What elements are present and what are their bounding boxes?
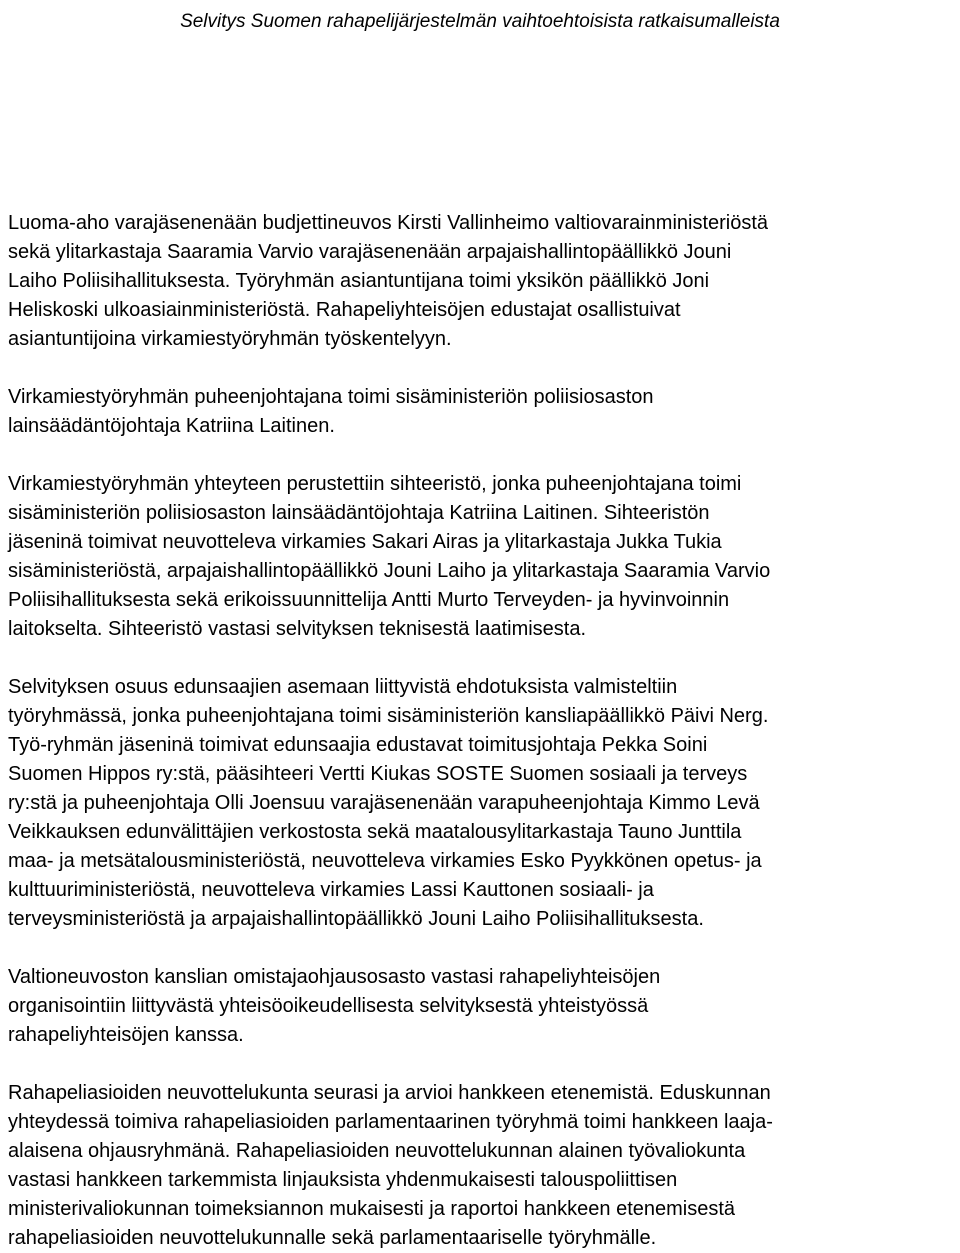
text-line: asiantuntijoina virkamiestyöryhmän työskentelyyn. — [8, 328, 452, 350]
text-line: Rahapeliasioiden neuvottelukunta seurasi ja arvioi hankkeen etenemistä. Eduskunnan — [8, 1082, 771, 1104]
text-line: Virkamiestyöryhmän puheenjohtajana toimi sisäministeriön poliisiosaston — [8, 386, 654, 408]
text-line: lainsäädäntöjohtaja Katriina Laitinen. — [8, 415, 335, 437]
text-line: ministerivaliokunnan toimeksiannon mukaisesti ja raportoi hankkeen etenemisestä — [8, 1198, 736, 1220]
text-line: vastasi hankkeen tarkemmista linjauksista yhdenmukaisesti talouspoliittisen — [8, 1169, 678, 1191]
running-header: Selvitys Suomen rahapelijärjestelmän vaihtoehtoisista ratkaisumalleista — [180, 11, 780, 32]
paragraph — [8, 1079, 953, 1253]
text-line: Työ-ryhmän jäseninä toimivat edunsaajia edustavat toimitusjohtaja Pekka Soini — [8, 734, 708, 756]
text-line: Luoma-aho varajäsenenään budjettineuvos Kirsti Vallinheimo valtiovarainministeriöstä — [8, 212, 769, 234]
text-line: kulttuuriministeriöstä, neuvotteleva virkamies Lassi Kauttonen sosiaali- ja — [8, 879, 654, 901]
text-line: työryhmässä, jonka puheenjohtajana toimi sisäministeriön kansliapäällikkö Päivi Nerg. — [8, 705, 769, 727]
text-line: ry:stä ja puheenjohtaja Olli Joensuu varajäsenenään varapuheenjohtaja Kimmo Levä — [8, 792, 760, 814]
paragraph — [8, 673, 953, 934]
text-line: Veikkauksen edunvälittäjien verkostosta sekä maatalousylitarkastaja Tauno Junttila — [8, 821, 742, 843]
paragraph — [8, 470, 953, 644]
text-line: rahapeliasioiden neuvottelukunnalle sekä parlamentaariselle työryhmälle. — [8, 1227, 657, 1249]
text-line: Poliisihallituksesta sekä erikoissuunnittelija Antti Murto Terveyden- ja hyvinvoinnin — [8, 589, 730, 611]
text-line: sisäministeriön poliisiosaston lainsäädäntöjohtaja Katriina Laitinen. Sihteeristön — [8, 502, 710, 524]
paragraph — [8, 383, 953, 441]
text-line: rahapeliyhteisöjen kanssa. — [8, 1024, 244, 1046]
text-line: laitokselta. Sihteeristö vastasi selvityksen teknisestä laatimisesta. — [8, 618, 587, 640]
text-line: Selvityksen osuus edunsaajien asemaan liittyvistä ehdotuksista valmisteltiin — [8, 676, 678, 698]
text-line: terveysministeriöstä ja arpajaishallintopäällikkö Jouni Laiho Poliisihallituksesta. — [8, 908, 704, 930]
text-line: Suomen Hippos ry:stä, pääsihteeri Vertti Kiukas SOSTE Suomen sosiaali ja terveys — [8, 763, 748, 785]
text-line: alaisena ohjausryhmänä. Rahapeliasioiden neuvottelukunnan alainen työvaliokunta — [8, 1140, 746, 1162]
text-line: Virkamiestyöryhmän yhteyteen perustettiin sihteeristö, jonka puheenjohtajana toimi — [8, 473, 742, 495]
text-line: Laiho Poliisihallituksesta. Työryhmän asiantuntijana toimi yksikön päällikkö Joni — [8, 270, 710, 292]
text-line: yhteydessä toimiva rahapeliasioiden parlamentaarinen työryhmä toimi hankkeen laaja- — [8, 1111, 773, 1133]
text-line: Heliskoski ulkoasiainministeriöstä. Rahapeliyhteisöjen edustajat osallistuivat — [8, 299, 681, 321]
text-line: Valtioneuvoston kanslian omistajaohjausosasto vastasi rahapeliyhteisöjen — [8, 966, 661, 988]
text-line: sisäministeriöstä, arpajaishallintopäällikkö Jouni Laiho ja ylitarkastaja Saaramia Varvio — [8, 560, 771, 582]
text-line: jäseninä toimivat neuvotteleva virkamies Sakari Airas ja ylitarkastaja Jukka Tukia — [8, 531, 722, 553]
paragraph — [8, 209, 953, 354]
text-line: organisointiin liittyvästä yhteisöoikeudellisesta selvityksestä yhteistyössä — [8, 995, 649, 1017]
text-line: sekä ylitarkastaja Saaramia Varvio varajäsenenään arpajaishallintopäällikkö Jouni — [8, 241, 732, 263]
body-text — [8, 209, 953, 1253]
text-line: maa- ja metsätalousministeriöstä, neuvotteleva virkamies Esko Pyykkönen opetus- ja — [8, 850, 762, 872]
paragraph — [8, 963, 953, 1050]
